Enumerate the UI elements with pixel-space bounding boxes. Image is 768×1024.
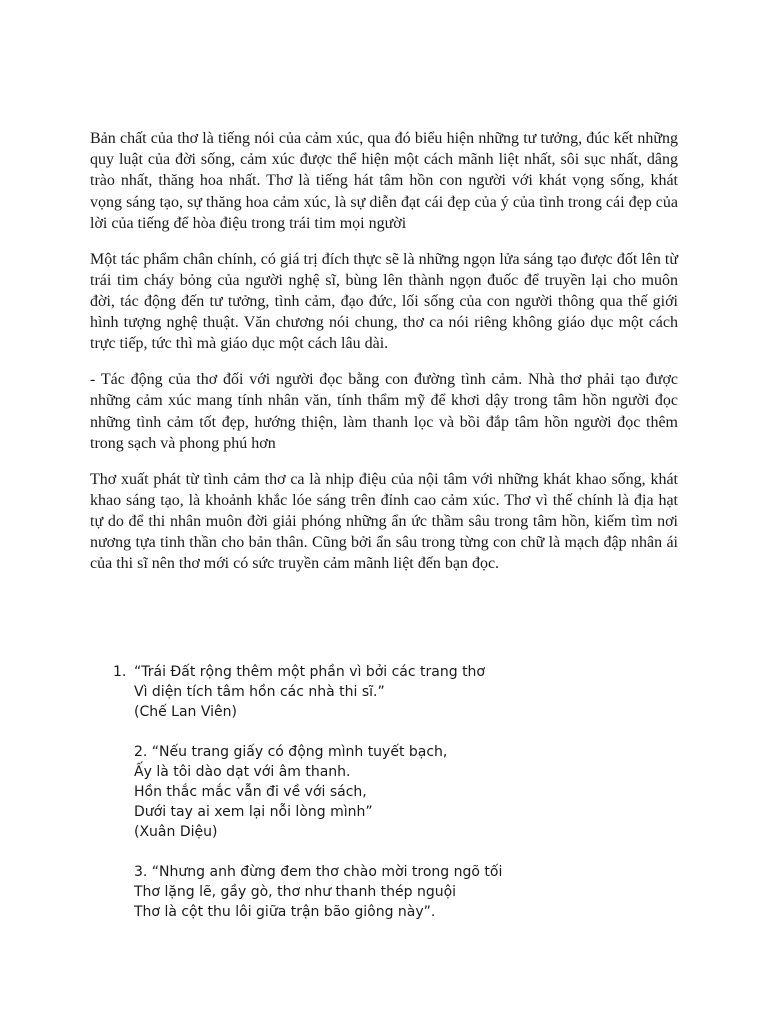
poem-line: 2. “Nếu trang giấy có động mình tuyết bạch, (134, 744, 448, 760)
poem-line: Vì diện tích tâm hồn các nhà thi sĩ.” (134, 684, 385, 700)
poem-quote-xuan-dieu (0, 742, 768, 842)
poem-line: 3. “Nhưng anh đừng đem thơ chào mời trong ngõ tối (134, 864, 503, 880)
poem-line: Thơ là cột thu lôi giữa trận bão giông này”. (134, 904, 436, 920)
paragraph-origin-of-poetry: Thơ xuất phát từ tình cảm thơ ca là nhịp điệu của nội tâm với những khát khao sống, khát khao sáng tạo, là khoảnh khắc lóe sáng trên đỉnh cao cảm xúc. Thơ vì thế chính là địa hạt tự do để thi nhân muôn đời giải phóng những ẩn ức thầm sâu trong tâm hồn, kiếm tìm nơi nương tựa tinh thần cho bản thân. Cũng bởi ẩn sâu trong từng con chữ là mạch đập nhân ái của thi sĩ nên thơ mới có sức truyền cảm mãnh liệt đến bạn đọc. (90, 470, 678, 573)
poem-quotes (0, 662, 768, 922)
poem-quote-che-lan-vien (0, 662, 768, 722)
poem-line: “Trái Đất rộng thêm một phần vì bởi các trang thơ (134, 664, 485, 680)
poem-quote-third (0, 862, 768, 922)
poem-author: (Xuân Diệu) (134, 824, 218, 840)
list-number: 1. (113, 664, 127, 680)
poem-line: Ấy là tôi dào dạt với âm thanh. (134, 764, 351, 780)
poem-line: Hồn thắc mắc vẫn đi về với sách, (134, 784, 367, 800)
poem-line: Dưới tay ai xem lại nỗi lòng mình” (134, 804, 373, 820)
essay-body (90, 128, 678, 589)
paragraph-true-work: Một tác phẩm chân chính, có giá trị đích thực sẽ là những ngọn lửa sáng tạo được đốt lên từ trái tim cháy bỏng của người nghệ sĩ, bùng lên thành ngọn đuốc để truyền lại cho muôn đời, tác động đến tư tưởng, tình cảm, đạo đức, lối sống của con người thông qua thế giới hình tượng nghệ thuật. Văn chương nói chung, thơ ca nói riêng không giáo dục một cách trực tiếp, tức thì mà giáo dục một cách lâu dài. (90, 250, 678, 353)
paragraph-effect-on-reader: - Tác động của thơ đối với người đọc bằng con đường tình cảm. Nhà thơ phải tạo được những cảm xúc mang tính nhân văn, tính thẩm mỹ để khơi dậy trong tâm hồn người đọc những tình cảm tốt đẹp, hướng thiện, làm thanh lọc và bồi đắp tâm hồn người đọc thêm trong sạch và phong phú hơn (90, 371, 678, 452)
paragraph-nature-of-poetry: Bản chất của thơ là tiếng nói của cảm xúc, qua đó biểu hiện những tư tưởng, đúc kết những quy luật của đời sống, cảm xúc được thể hiện một cách mãnh liệt nhất, sôi sục nhất, dâng trào nhất, thăng hoa nhất. Thơ là tiếng hát tâm hồn con người với khát vọng sống, khát vọng sáng tạo, sự thăng hoa cảm xúc, là sự diễn đạt cái đẹp của ý của tình trong cái đẹp của lời của tiếng để hòa điệu trong trái tim mọi người (90, 130, 678, 232)
poem-line: Thơ lặng lẽ, gầy gò, thơ như thanh thép nguội (134, 884, 457, 900)
poem-author: (Chế Lan Viên) (134, 704, 237, 720)
